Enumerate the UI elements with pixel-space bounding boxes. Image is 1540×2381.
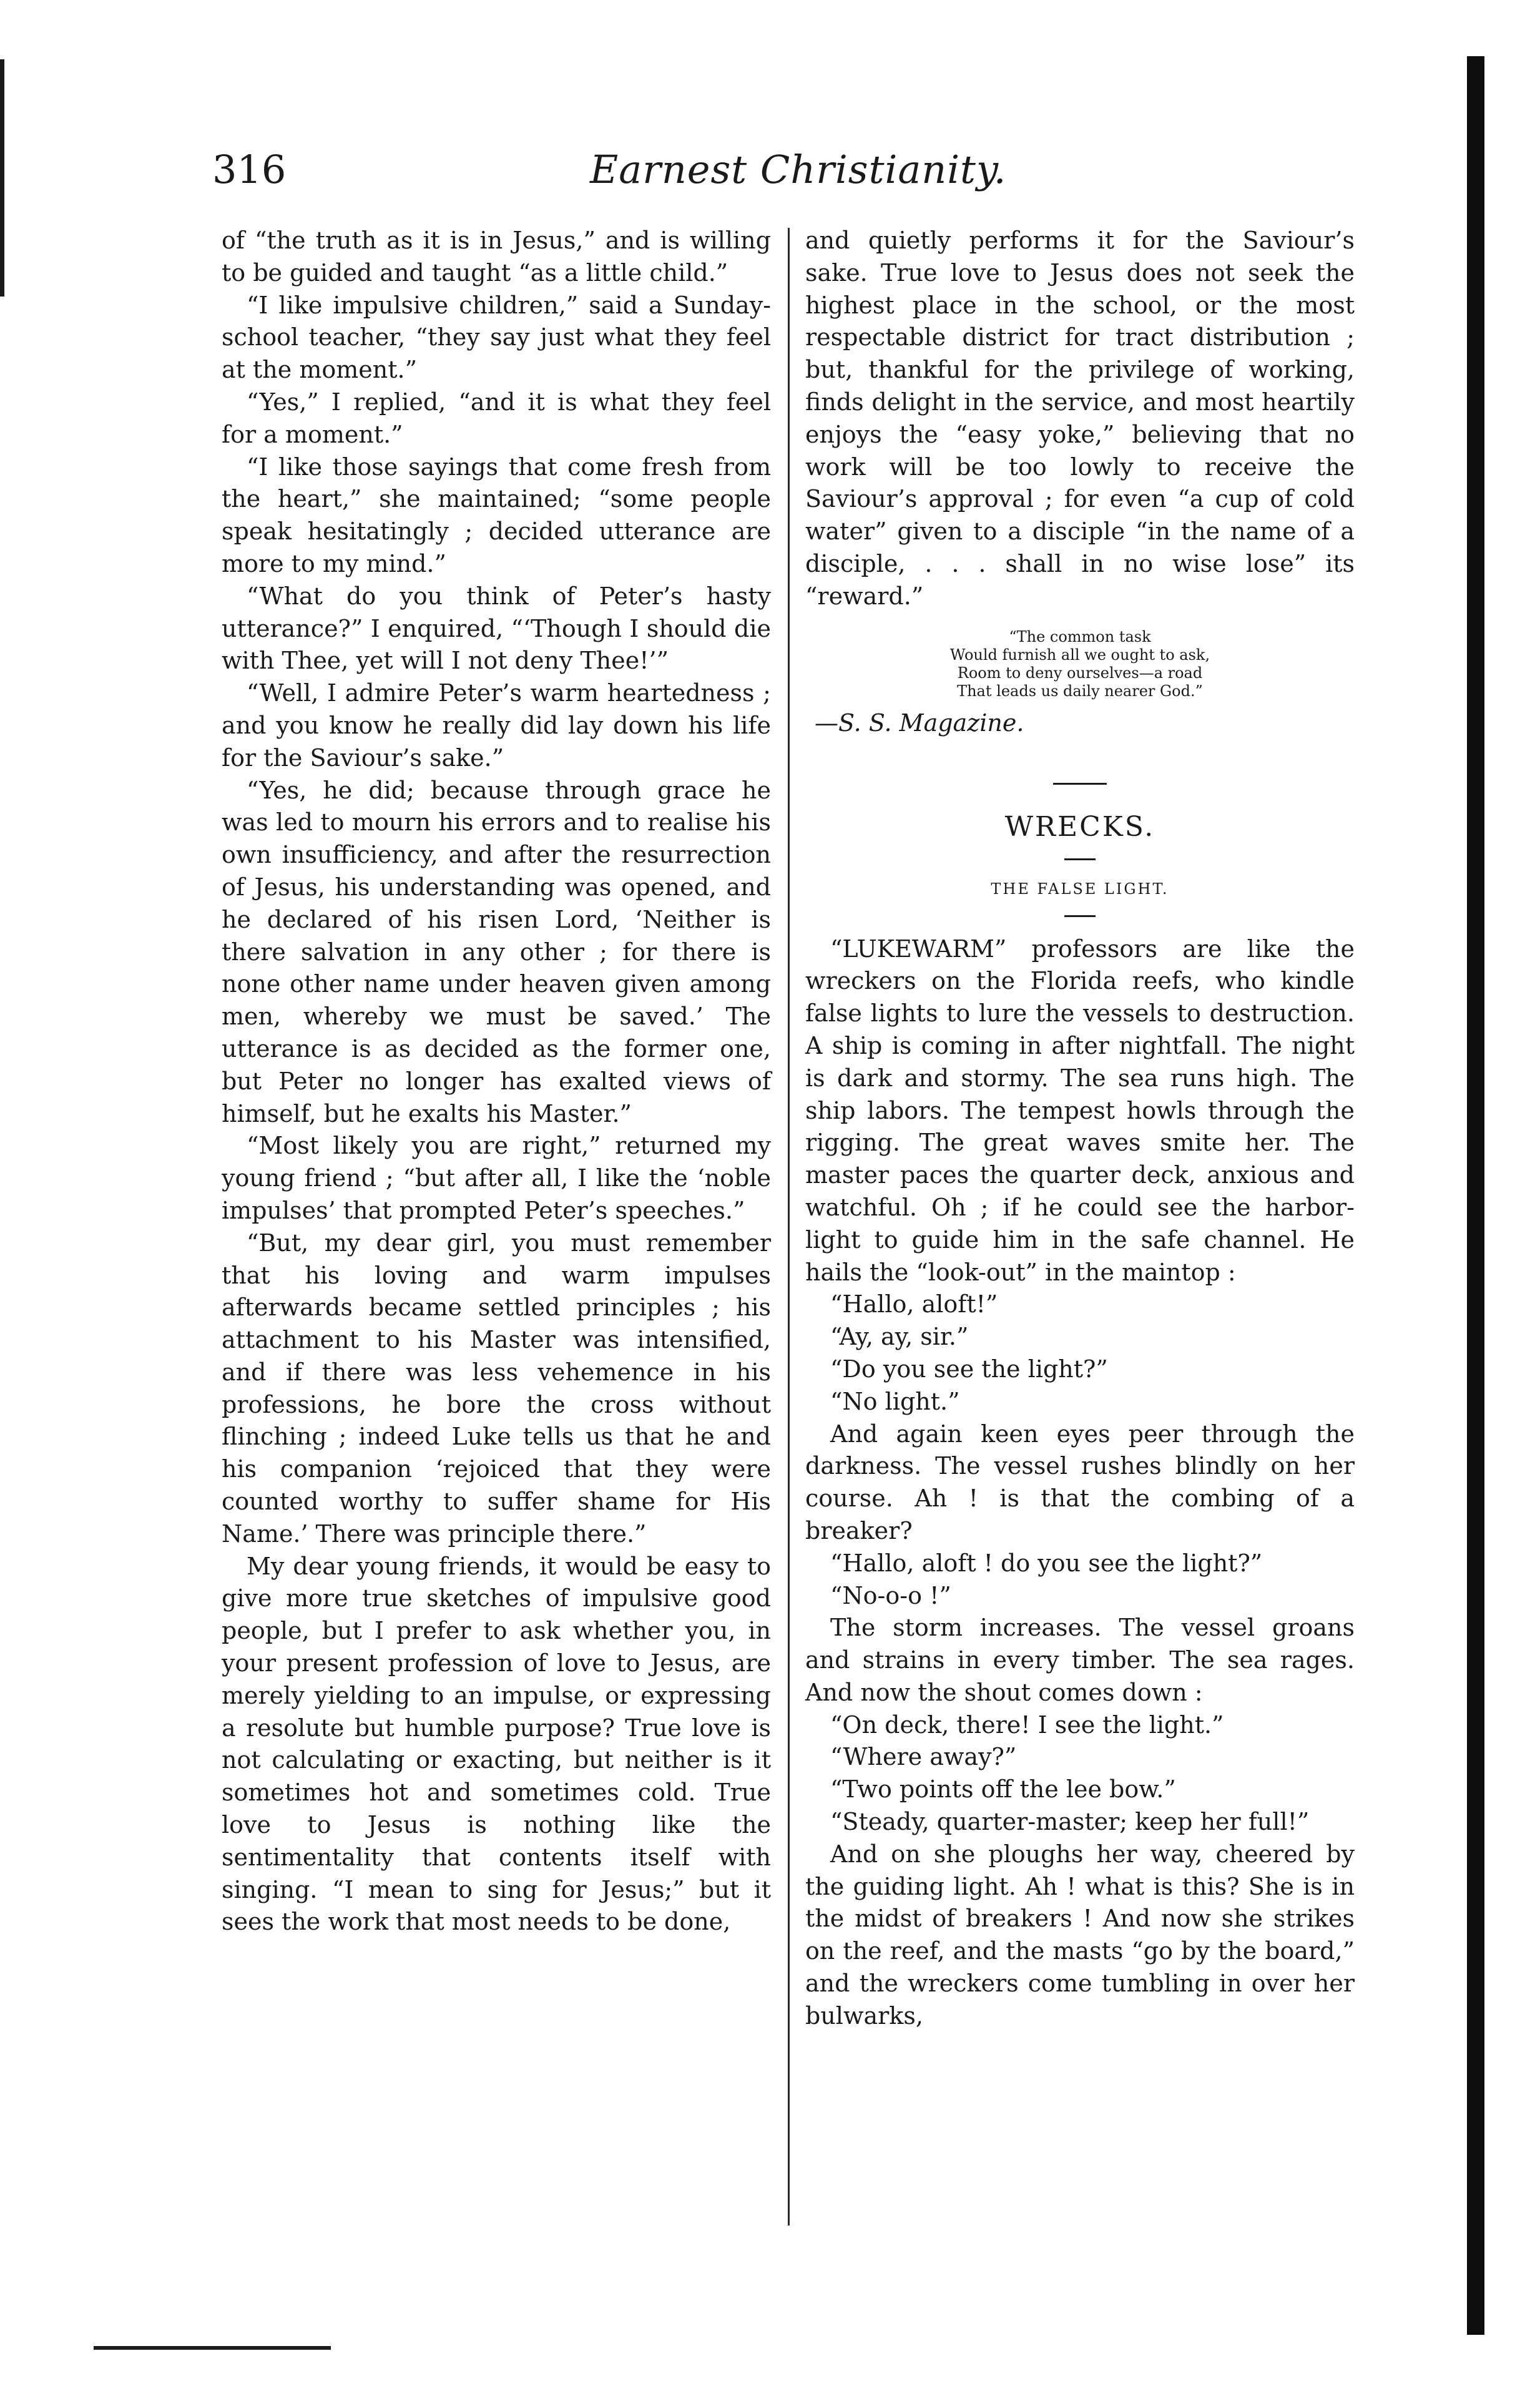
paragraph: “Yes,” I replied, “and it is what they feel for a moment.” xyxy=(222,388,771,448)
poem-line: “The common task xyxy=(1009,627,1151,646)
poem-quote xyxy=(805,628,1355,700)
dialogue-line: “Hallo, aloft!” xyxy=(830,1290,998,1318)
dialogue-line: “Do you see the light?” xyxy=(830,1355,1108,1383)
paragraph: The storm increases. The vessel groans and strains in every timber. The sea rages. And now the shout comes down : xyxy=(805,1614,1355,1706)
page-edge-shadow xyxy=(1467,56,1484,2335)
left-column xyxy=(222,225,771,1938)
paragraph: And again keen eyes peer through the darkness. The vessel rushes blindly on her course. Ah ! is that the combing of a breaker? xyxy=(805,1420,1355,1544)
paragraph: And on she ploughs her way, cheered by the guiding light. Ah ! what is this? She is in the midst of breakers ! And now she strikes on the reef, and the masts “go by the board,” and the wreckers come tumbling in over her bulwarks, xyxy=(805,1840,1355,2030)
paragraph: “What do you think of Peter’s hasty utterance?” I enquired, “‘Though I should die with Thee, yet will I not deny Thee!’” xyxy=(222,582,771,675)
right-column xyxy=(805,225,1355,2033)
paragraph: My dear young friends, it would be easy to give more true sketches of impulsive good people, but I prefer to ask whether you, in your present profession of love to Jesus, are merely yielding to an impulse, or expressing a resolute but humble purpose? True love is not calculating or exacting, but neither is it sometimes hot and sometimes cold. True love to Jesus is nothing like the sentimentality that contents itself with singing. “I mean to sing for Jesus;” but it sees the work that most needs to be done, xyxy=(222,1552,771,1936)
paragraph: “But, my dear girl, you must remember that his loving and warm impulses afterwards became settled principles ; his attachment to his Master was intensified, and if there was less vehemence in his professions, he bore the cross without flinching ; indeed Luke tells us that he and his companion ‘rejoiced that they were counted worthy to suffer shame for His Name.’ There was principle there.” xyxy=(222,1229,771,1548)
dialogue-line: “No light.” xyxy=(830,1387,960,1415)
paragraph: of “the truth as it is in Jesus,” and is willing to be guided and taught “as a little child.” xyxy=(222,227,771,287)
dialogue-line: “Where away?” xyxy=(830,1743,1017,1771)
dialogue-line: “On deck, there! I see the light.” xyxy=(830,1711,1224,1739)
binding-edge-mark xyxy=(0,59,4,297)
section-rule xyxy=(1064,915,1096,917)
attribution: —S. S. Magazine. xyxy=(815,709,1024,737)
poem-line: Room to deny ourselves—a road xyxy=(957,664,1203,682)
paragraph: “I like those sayings that come fresh from the heart,” she maintained; “some people speak hesitatingly ; decided utterance are more to my mind.” xyxy=(222,453,771,577)
dialogue-line: “No-o-o !” xyxy=(830,1581,951,1609)
dialogue-line: “Two points off the lee bow.” xyxy=(830,1775,1176,1804)
page-header xyxy=(212,147,1380,209)
footer-rule xyxy=(94,2346,331,2350)
paragraph: “Well, I admire Peter’s warm heartedness ; and you know he really did lay down his life for the Saviour’s sake.” xyxy=(222,679,771,772)
paragraph: and quietly performs it for the Saviour’s sake. True love to Jesus does not seek the highest place in the school, or the most respectable district for tract distribution ; but, thankful for the privilege of working, finds delight in the service, and most heartily enjoys the “easy yoke,” believing that no work will be too lowly to receive the Saviour’s approval ; for even “a cup of cold water” given to a disciple “in the name of a disciple, . . . shall in no wise lose” its “reward.” xyxy=(805,227,1355,610)
poem-line: That leads us daily nearer God.” xyxy=(957,682,1203,700)
running-title: Earnest Christianity. xyxy=(590,147,1007,192)
dialogue-line: “Ay, ay, sir.” xyxy=(830,1323,969,1351)
dialogue-line: “Hallo, aloft ! do you see the light?” xyxy=(830,1549,1263,1577)
section-rule xyxy=(1053,783,1107,785)
section-title: WRECKS. xyxy=(1004,810,1155,843)
poem-line: Would furnish all we ought to ask, xyxy=(949,646,1210,664)
paragraph: “I like impulsive children,” said a Sunday-school teacher, “they say just what they feel at the moment.” xyxy=(222,291,771,384)
column-divider xyxy=(788,228,790,2226)
page-number: 316 xyxy=(212,147,287,192)
paragraph: “Yes, he did; because through grace he was led to mourn his errors and to realise his own insufficiency, and after the resurrection of Jesus, his understanding was opened, and he declared of his risen Lord, ‘Neither is there salvation in any other ; for there is none other name under heaven given among men, whereby we must be saved.’ The utterance is as decided as the former one, but Peter no longer has exalted views of himself, but he exalts his Master.” xyxy=(222,776,771,1127)
paragraph: “Most likely you are right,” returned my young friend ; “but after all, I like the ‘noble impulses’ that prompted Peter’s speeches.” xyxy=(222,1132,771,1224)
dialogue-line: “Steady, quarter-master; keep her full!” xyxy=(830,1808,1310,1836)
section-rule xyxy=(1064,858,1096,860)
subsection-title: THE FALSE LIGHT. xyxy=(991,880,1169,898)
paragraph: “LUKEWARM” professors are like the wreckers on the Florida reefs, who kindle false lights to lure the vessels to destruction. A ship is coming in after nightfall. The night is dark and stormy. The sea runs high. The ship labors. The tempest howls through the rigging. The great waves smite her. The master paces the quarter deck, anxious and watchful. Oh ; if he could see the harbor-light to guide him in the safe channel. He hails the “look-out” in the maintop : xyxy=(805,935,1355,1286)
